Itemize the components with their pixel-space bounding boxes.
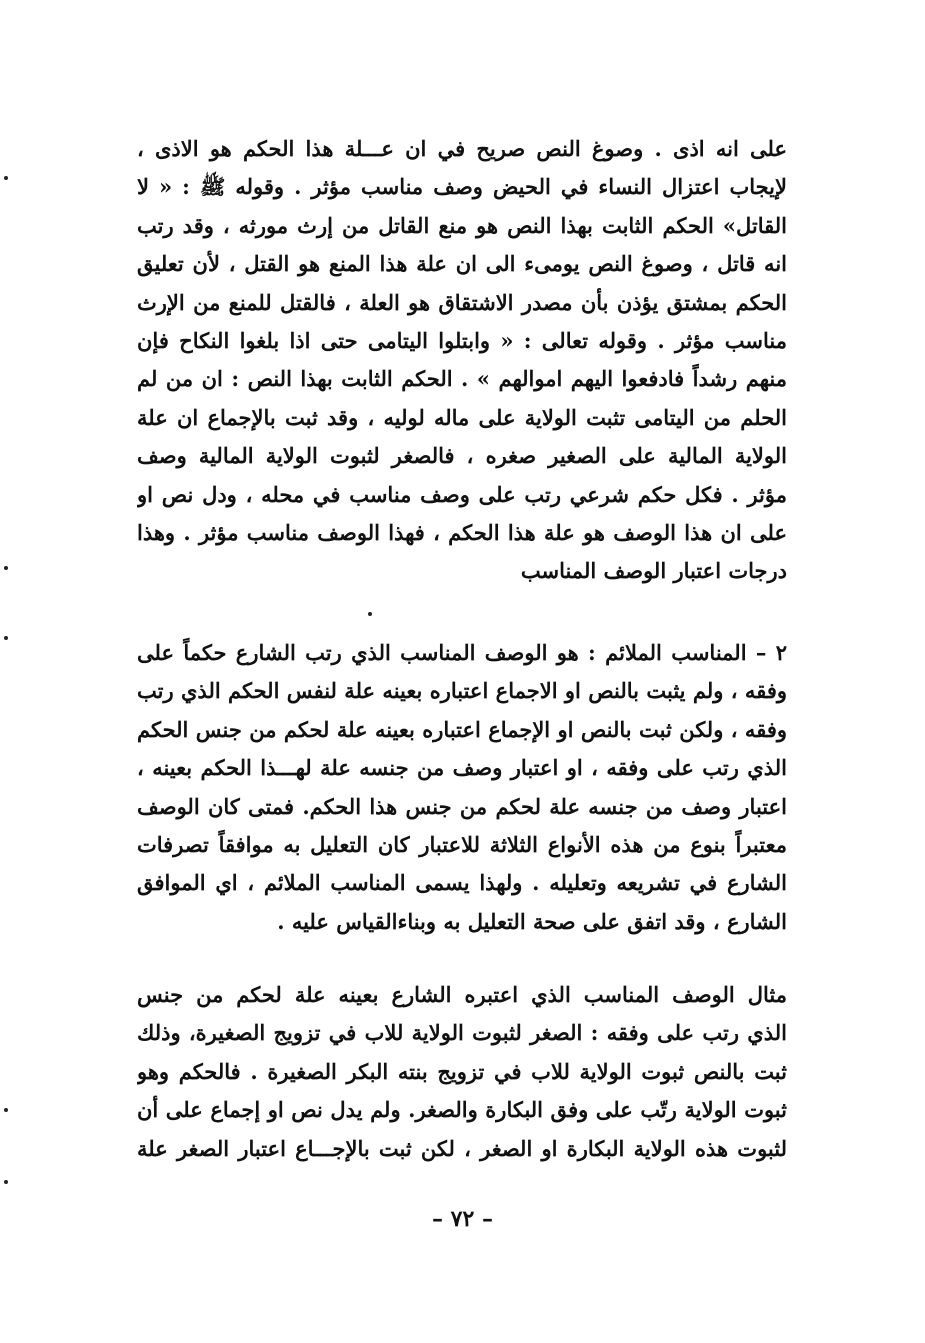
text-line: معتبراً بنوع من هذه الأنواع الثلاثة للاعتبار كان التعليل به موافقاً تصرفات	[137, 831, 787, 857]
margin-dot	[4, 176, 8, 180]
text-line: على ان هذا الوصف هو علة هذا الحكم ، فهذا الوصف مناسب مؤثر . وهذا	[137, 519, 787, 545]
text-line: ثبت بالنص ثبوت الولاية للاب في تزويج بنته البكر الصغيرة . فالحكم وهو	[137, 1058, 787, 1084]
text-line: لثبوت هذه الولاية البكارة او الصغر ، لكن ثبت بالإجـــاع اعتبار الصغر علة	[137, 1135, 787, 1161]
margin-dot	[368, 612, 372, 616]
margin-dot	[4, 566, 8, 570]
text-line: اعتبار وصف من جنسه علة لحكم من جنس هذا الحكم. فمتى كان الوصف	[137, 793, 787, 819]
paragraph-2	[137, 634, 787, 941]
text-line: مناسب مؤثر . وقوله تعالى : « وابتلوا اليتامى حتى اذا بلغوا النكاح فإن	[137, 327, 787, 353]
text-line: الشارع في تشريعه وتعليله . ولهذا يسمى المناسب الملائم ، اي الموافق	[137, 870, 787, 896]
paragraph-1	[137, 130, 787, 591]
text-line: مؤثر . فكل حكم شرعي رتب على وصف مناسب في محله ، ودل نص او	[137, 481, 787, 507]
text-line: الحلم من اليتامى تثبت الولاية على ماله لوليه ، وقد ثبت بالإجماع ان علة	[137, 404, 787, 430]
text-line: الحكم بمشتق يؤذن بأن مصدر الاشتقاق هو العلة ، فالقتل للمنع من الإرث	[137, 289, 787, 315]
page-number: – ٧٢ –	[432, 1206, 493, 1232]
text-line: الذي رتب على وفقه : الصغر لثبوت الولاية للاب في تزويج الصغيرة، وذلك	[137, 1020, 787, 1046]
text-line: درجات اعتبار الوصف المناسب	[520, 558, 787, 584]
paragraph-3	[137, 976, 787, 1168]
text-line: الولاية المالية على الصغير صغره ، فالصغر لثبوت الولاية المالية وصف	[137, 443, 787, 469]
text-line: ٢ – المناسب الملائم : هو الوصف المناسب الذي رتب الشارع حكماً على	[137, 640, 787, 665]
margin-dot	[4, 636, 8, 640]
text-line: القاتل» الحكم الثابت بهذا النص هو منع القاتل من إرث مورثه ، وقد رتب	[137, 212, 787, 238]
text-line: وفقه ، ولكن ثبت بالنص او الإجماع اعتباره بعينه علة لحكم من جنس الحكم	[137, 716, 787, 742]
margin-dot	[4, 1180, 8, 1184]
text-line: ثبوت الولاية رتّب على وفق البكارة والصغر. ولم يدل نص او إجماع على أن	[137, 1097, 787, 1123]
text-line: الشارع ، وقد اتفق على صحة التعليل به وبناءالقياس عليه .	[277, 908, 787, 934]
margin-dot	[4, 1108, 8, 1112]
text-line: على انه اذى . وصوغ النص صريح في ان عـــلة هذا الحكم هو الاذى ،	[137, 136, 787, 161]
text-line: مثال الوصف المناسب الذي اعتبره الشارع بعينه علة لحكم من جنس	[137, 982, 787, 1007]
text-line: منهم رشداً فادفعوا اليهم اموالهم » . الحكم الثابت بهذا النص : ان من لم	[137, 366, 787, 392]
text-line: لإيجاب اعتزال النساء في الحيض وصف مناسب مؤثر . وقوله ﷺ : « لا	[137, 174, 787, 200]
text-line: الذي رتب على وفقه ، او اعتبار وصف من جنسه علة لهـــذا الحكم بعينه ،	[137, 755, 787, 781]
text-line: انه قاتل ، وصوغ النص يومىء الى ان علة هذا المنع هو القتل ، لأن تعليق	[137, 251, 787, 277]
text-line: وفقه ، ولم يثبت بالنص او الاجماع اعتباره بعينه علة لنفس الحكم الذي رتب	[137, 678, 787, 704]
